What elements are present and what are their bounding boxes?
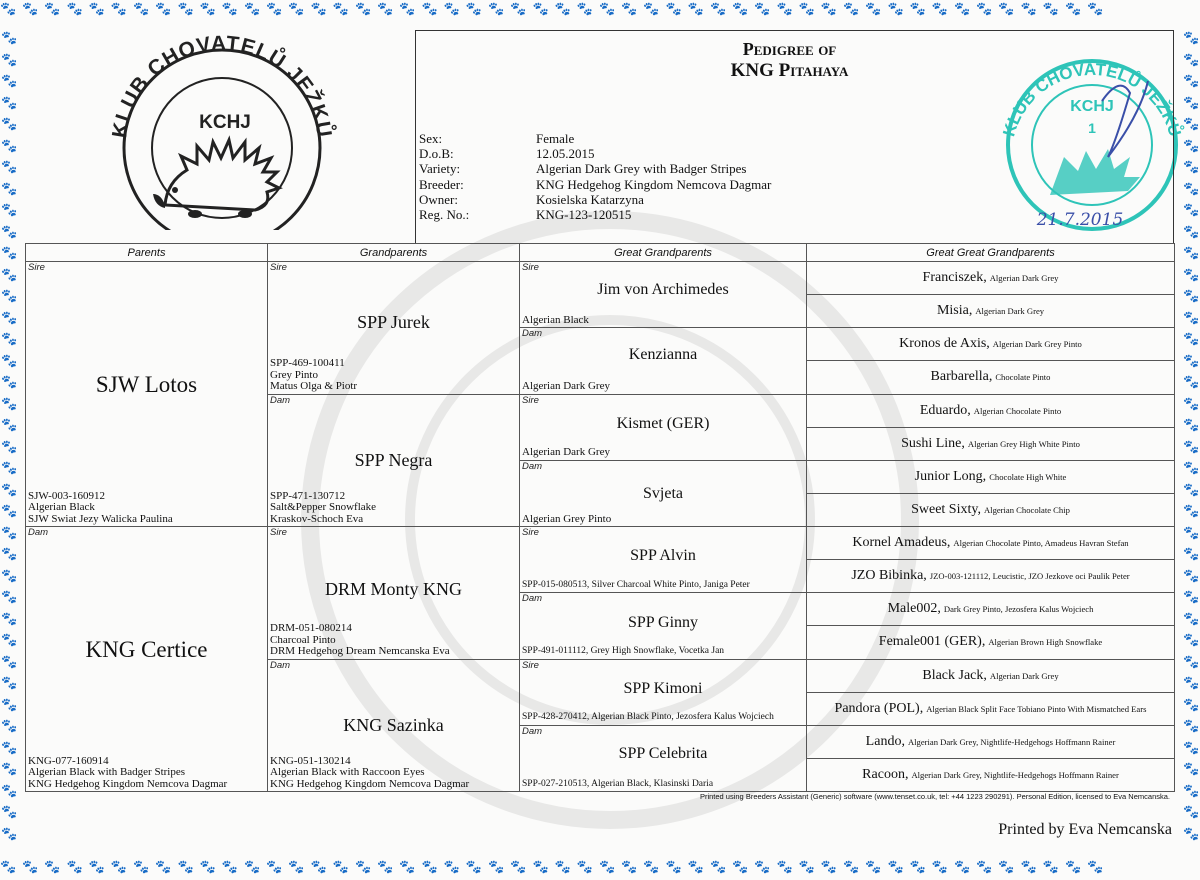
grandparent-cell: Sire SPP Jurek SPP-469-100411 Grey Pinto Matus Olga & Piotr (268, 262, 520, 395)
great-great-grandparent-cell: Racoon, Algerian Dark Grey, Nightlife-Hedgehogs Hoffmann Rainer (807, 758, 1175, 791)
parent-dam-cell: Dam KNG Certice KNG-077-160914 Algerian Black with Badger Stripes KNG Hedgehog Kingdom Nemcova Dagmar (26, 527, 268, 792)
grandparent-name: SPP Jurek (357, 312, 430, 332)
great-great-grandparent-cell: Kornel Amadeus, Algerian Chocolate Pinto, Amadeus Havran Stefan (807, 527, 1175, 560)
detail-row: D.o.B: 12.05.2015 (419, 146, 595, 162)
great-great-grandparent-cell: Barbarella, Chocolate Pinto (807, 361, 1175, 394)
grandparent-name: DRM Monty KNG (324, 579, 462, 599)
great-great-grandparent-cell: Sushi Line, Algerian Grey High White Pinto (807, 427, 1175, 460)
paw-print-border-bottom: 🐾🐾🐾🐾🐾🐾🐾🐾🐾🐾🐾🐾🐾🐾🐾🐾🐾🐾🐾🐾🐾🐾🐾🐾🐾🐾🐾🐾🐾🐾🐾🐾🐾🐾🐾🐾🐾🐾🐾🐾🐾🐾🐾🐾🐾🐾🐾🐾🐾🐾 (0, 860, 1110, 875)
grandparent-name: SPP Negra (354, 449, 433, 470)
grandparent-cell: Sire DRM Monty KNG DRM-051-080214 Charcoal Pinto DRM Hedgehog Dream Nemcanska Eva (268, 527, 520, 660)
svg-text:KCHJ: KCHJ (1070, 98, 1114, 115)
grandparent-name: KNG Sazinka (343, 714, 444, 735)
great-great-grandparent-cell: Black Jack, Algerian Dark Grey (807, 659, 1175, 692)
great-great-grandparent-cell: Sweet Sixty, Algerian Chocolate Chip (807, 493, 1175, 526)
column-header-grandparents: Grandparents (268, 244, 520, 262)
great-great-grandparent-cell: Misia, Algerian Dark Grey (807, 295, 1175, 328)
detail-row: Reg. No.: KNG-123-120515 (419, 207, 632, 223)
great-great-grandparent-cell: Eduardo, Algerian Chocolate Pinto (807, 394, 1175, 427)
page-title: Pedigree of KNG Pitahaya (730, 39, 849, 81)
grandparent-cell: Dam SPP Negra SPP-471-130712 Salt&Pepper Snowflake Kraskov-Schoch Eva (268, 394, 520, 527)
detail-row: Owner: Kosielska Katarzyna (419, 191, 644, 207)
great-grandparent-cell: Sire SPP Kimoni SPP-428-270412, Algerian Black Pinto, Jezosfera Kalus Wojciech (520, 659, 807, 725)
great-great-grandparent-cell: Pandora (POL), Algerian Black Split Face Tobiano Pinto With Mismatched Ears (807, 692, 1175, 725)
great-grandparent-cell: Dam SPP Celebrita SPP-027-210513, Algerian Black, Klasinski Daria (520, 725, 807, 791)
detail-row: Breeder: KNG Hedgehog Kingdom Nemcova Dagmar (419, 176, 772, 192)
parent-name: SJW Lotos (95, 372, 198, 397)
great-great-grandparent-cell: Franciszek, Algerian Dark Grey (807, 262, 1175, 295)
parent-name: KNG Certice (85, 637, 208, 662)
printed-by: Printed by Eva Nemcanska (998, 821, 1172, 838)
great-great-grandparent-cell: Kronos de Axis, Algerian Dark Grey Pinto (807, 328, 1175, 361)
svg-text:KCHJ: KCHJ (199, 112, 251, 133)
great-great-grandparent-cell: Lando, Algerian Dark Grey, Nightlife-Hedgehogs Hoffmann Rainer (807, 725, 1175, 758)
great-great-grandparent-cell: JZO Bibinka, JZO-003-121112, Leucistic, JZO Jezkove oci Paulik Peter (807, 560, 1175, 593)
great-grandparent-cell: Dam Kenzianna Algerian Dark Grey (520, 328, 807, 394)
great-great-grandparent-cell: Male002, Dark Grey Pinto, Jezosfera Kalus Wojciech (807, 593, 1175, 626)
great-great-grandparent-cell: Junior Long, Chocolate High White (807, 460, 1175, 493)
great-grandparent-cell: Dam SPP Ginny SPP-491-011112, Grey High Snowflake, Vocetka Jan (520, 593, 807, 659)
great-great-grandparent-cell: Female001 (GER), Algerian Brown High Snowflake (807, 626, 1175, 659)
svg-text:KLUB CHOVATELŮ JEŽKŮ: KLUB CHOVATELŮ JEŽKŮ (108, 31, 336, 140)
column-header-great-grandparents: Great Grandparents (520, 244, 807, 262)
detail-row: Sex: Female (419, 131, 575, 146)
great-grandparent-cell: Sire SPP Alvin SPP-015-080513, Silver Charcoal White Pinto, Janiga Peter (520, 527, 807, 593)
great-grandparent-cell: Sire Jim von Archimedes Algerian Black (520, 262, 807, 328)
detail-row: Variety: Algerian Dark Grey with Badger Stripes (419, 161, 747, 177)
paw-print-border-top: 🐾🐾🐾🐾🐾🐾🐾🐾🐾🐾🐾🐾🐾🐾🐾🐾🐾🐾🐾🐾🐾🐾🐾🐾🐾🐾🐾🐾🐾🐾🐾🐾🐾🐾🐾🐾🐾🐾🐾🐾🐾🐾🐾🐾🐾🐾🐾🐾🐾🐾 (0, 2, 1110, 17)
column-header-great-great-grandparents: Great Great Grandparents (807, 244, 1175, 262)
column-header-parents: Parents (26, 244, 268, 262)
svg-text:1: 1 (1088, 120, 1096, 136)
great-grandparent-cell: Dam Svjeta Algerian Grey Pinto (520, 460, 807, 526)
great-grandparent-cell: Sire Kismet (GER) Algerian Dark Grey (520, 394, 807, 460)
parent-sire-cell: Sire SJW Lotos SJW-003-160912 Algerian Black SJW Swiat Jezy Walicka Paulina (26, 262, 268, 527)
club-logo (95, 30, 345, 230)
pedigree-table (25, 243, 1175, 792)
paw-print-border-left: 🐾 🐾 🐾 🐾 🐾 🐾 🐾 🐾 🐾 🐾 🐾 🐾 🐾 🐾 🐾 🐾 🐾 🐾 🐾 🐾 🐾 🐾 🐾 🐾 🐾 🐾 🐾 🐾 🐾 🐾 🐾 🐾 🐾 🐾 🐾 🐾 🐾 🐾 (1, 31, 17, 842)
svg-text:KLUB CHOVATELŮ JEŽKŮ: KLUB CHOVATELŮ JEŽKŮ (999, 59, 1185, 139)
animal-details (419, 131, 771, 222)
software-credit: Printed using Breeders Assistant (Generic) software (www.tenset.co.uk, tel: +44 1223 290291). Personal Edition, licensed to Eva Nemcanska. (699, 792, 1170, 801)
grandparent-cell: Dam KNG Sazinka KNG-051-130214 Algerian Black with Raccoon Eyes KNG Hedgehog Kingdom Nemcova Dagmar (268, 659, 520, 792)
stamp-date: 21.7.2015 (1036, 210, 1124, 230)
header-box (415, 30, 1174, 243)
paw-print-border-right: 🐾 🐾 🐾 🐾 🐾 🐾 🐾 🐾 🐾 🐾 🐾 🐾 🐾 🐾 🐾 🐾 🐾 🐾 🐾 🐾 🐾 🐾 🐾 🐾 🐾 🐾 🐾 🐾 🐾 🐾 🐾 🐾 🐾 🐾 🐾 🐾 🐾 🐾 (1183, 31, 1199, 842)
